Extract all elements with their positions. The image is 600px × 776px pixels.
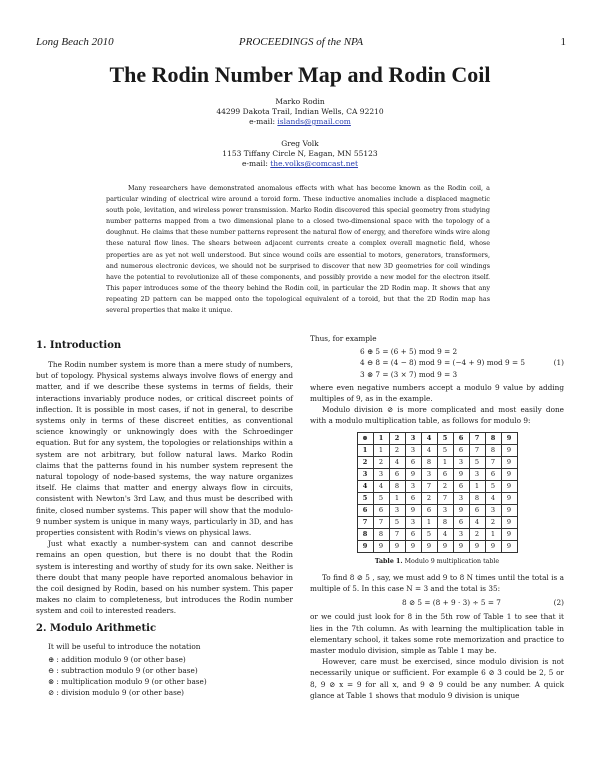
table-cell: 6 — [373, 504, 389, 516]
table-row-header-cell: 6 — [357, 504, 373, 516]
table-cell: 6 — [405, 528, 421, 540]
equation-number: (1) — [553, 358, 564, 368]
table-cell: 6 — [405, 456, 421, 468]
table-cell: 3 — [389, 504, 405, 516]
table-cell: 6 — [421, 504, 437, 516]
table-cell: 9 — [501, 480, 517, 492]
table-header-cell: 9 — [501, 432, 517, 444]
table-corner-cell: ⊗ — [357, 432, 373, 444]
table-cell: 6 — [453, 516, 469, 528]
table-cell: 3 — [405, 516, 421, 528]
table-cell: 9 — [453, 540, 469, 552]
author-address: 44299 Dakota Trail, Indian Wells, CA 92210 — [216, 107, 384, 116]
table-row — [357, 504, 517, 516]
abstract-text: Many researchers have demonstrated anomalous effects with what has become known as the Rodin coil, a particular winding of electrical wire around a toroid form. These inductive anomalies include a displaced magnetic south pole, levitation, and wireless power transmission. Marko Rodin discovered this special geometry from studying number patterns mapped from a two dimensional plane to a closed two-dimensional space with the topology of a doughnut. He claims that these number patterns represent the natural flow of energy, and therefore winds wire along these natural flow lines. The shears between adjacent currents create a complex overall magnetic field, whose properties are as yet not well understood. But since wound coils are essential to motors, generators, transformers, and numerous electronic devices, we should not be surprised to discover that new 3D geometries for coil windings have the potential to revolutionize all of these components, and possibly provide a new model for the electron itself. This paper introduces some of the theory behind the Rodin coil, in particular the 2D Rodin map. It shows that any repeating 2D pattern can be mapped onto the topological equivalent of a toroid, but that the 2D Rodin map has several properties that make it unique. — [106, 184, 490, 315]
author-block-1 — [0, 97, 600, 127]
equation-line: 8 ⊘ 5 = (8 + 9 · 3) ÷ 5 = 7 — [402, 598, 501, 608]
table-cell: 1 — [469, 480, 485, 492]
table-row — [357, 444, 517, 456]
table-cell: 6 — [389, 468, 405, 480]
right-column — [310, 333, 564, 701]
author-email-link[interactable]: islands@gmail.com — [277, 117, 351, 126]
table-row-header-cell: 4 — [357, 480, 373, 492]
author-address: 1153 Tiffany Circle N, Eagan, MN 55123 — [222, 149, 378, 158]
abstract — [106, 183, 490, 316]
table-cell: 4 — [485, 492, 501, 504]
table-cell: 9 — [453, 468, 469, 480]
table-cell: 3 — [485, 504, 501, 516]
table-cell: 1 — [389, 492, 405, 504]
thus-text: Thus, for example — [310, 334, 377, 343]
table-cell: 4 — [389, 456, 405, 468]
table-cell: 2 — [421, 492, 437, 504]
equation-2 — [310, 597, 564, 608]
table-cell: 4 — [469, 516, 485, 528]
table-header-cell: 2 — [389, 432, 405, 444]
notation-list — [36, 654, 293, 699]
table-cell: 5 — [469, 456, 485, 468]
table-header-cell: 8 — [485, 432, 501, 444]
table-cell: 8 — [373, 528, 389, 540]
table-cell: 8 — [389, 480, 405, 492]
modulo-intro: It will be useful to introduce the notation — [48, 641, 201, 651]
intro-paragraph-1: The Rodin number system is more than a mere study of numbers, but of topology. Physical systems always involve flows of energy and matter, and if we describe these systems in terms of fields, their interactions invariably produce nodes, or critical discreet points of inflection. It is possible in most cases, if not in general, to describe systems only in terms of these discreet entities, as conventional science knowingly or unknowingly does with the Schroedinger equation. But for any system, the topologies or relationships within a system are not arbitrary, but follow natural laws. Marko Rodin claims that the patterns found in his number system represent the natural topology of node-based systems, the way nature organizes itself. He claims that matter and energy always flow in circuits, consistent with Newton's 3rd Law, and thus must be described with finite, closed number systems. This paper will show that the modulo-9 number system is unique in many ways, particularly in 3D, and has properties consistent with Rodin's views on physical laws. — [36, 360, 293, 538]
table-cell: 3 — [437, 504, 453, 516]
table-row-header-cell: 2 — [357, 456, 373, 468]
table-caption — [310, 556, 564, 567]
table-cell: 1 — [437, 456, 453, 468]
table-cell: 1 — [421, 516, 437, 528]
table-cell: 9 — [501, 492, 517, 504]
table-cell: 9 — [405, 540, 421, 552]
author-block-2 — [0, 139, 600, 169]
after-equation-text: where even negative numbers accept a modulo 9 value by adding multiples of 9, as in the example. — [310, 382, 564, 404]
header-journal: PROCEEDINGS of the NPA — [238, 36, 364, 48]
table-row — [357, 528, 517, 540]
table-cell: 5 — [421, 528, 437, 540]
table-row-header-cell: 7 — [357, 516, 373, 528]
table-cell: 3 — [421, 468, 437, 480]
table-cell: 9 — [373, 540, 389, 552]
table-header-cell: 1 — [373, 432, 389, 444]
author-email-line — [0, 117, 600, 127]
table-caption-text: Modulo 9 multiplication table — [404, 557, 500, 565]
table-row — [357, 456, 517, 468]
table-cell: 9 — [405, 468, 421, 480]
header-location: Long Beach 2010 — [36, 36, 114, 48]
table-caption-label: Table 1. — [374, 557, 403, 565]
table-row-header-cell: 3 — [357, 468, 373, 480]
paper-title: The Rodin Number Map and Rodin Coil — [109, 62, 491, 87]
equation-block-1 — [310, 346, 564, 380]
table-cell: 4 — [421, 444, 437, 456]
table-cell: 8 — [469, 492, 485, 504]
table-row — [357, 480, 517, 492]
lookup-paragraph: or we could just look for 8 in the 5th row of Table 1 to see that it lies in the 7th column. As with learning the multiplication table in elementary school, it takes some rote memorization and practice to master modulo division, simple as Table 1 may be. — [310, 612, 564, 656]
table-cell: 2 — [389, 444, 405, 456]
notation-item: ⊕ : addition modulo 9 (or other base) — [48, 654, 186, 664]
section-heading-modulo: 2. Modulo Arithmetic — [36, 622, 157, 634]
table-cell: 6 — [485, 468, 501, 480]
table-cell: 3 — [405, 480, 421, 492]
table-cell: 9 — [405, 504, 421, 516]
table-cell: 4 — [437, 528, 453, 540]
left-column — [36, 339, 293, 699]
table-cell: 6 — [453, 480, 469, 492]
table-cell: 9 — [501, 468, 517, 480]
table-cell: 8 — [421, 456, 437, 468]
however-paragraph: However, care must be exercised, since modulo division is not necessarily unique or sufficient. For example 6 ⊘ 3 could be 2, 5 or 8, 9 ⊘ x = 9 for all x, and 9 ⊘ 9 could be any number. A quick glance at Table 1 shows that modulo 9 division is unique — [310, 657, 564, 700]
table-row — [357, 492, 517, 504]
table-cell: 2 — [437, 480, 453, 492]
running-header — [36, 36, 566, 50]
table-cell: 5 — [437, 444, 453, 456]
table-cell: 8 — [485, 444, 501, 456]
section-heading-introduction: 1. Introduction — [36, 340, 122, 351]
table-cell: 7 — [373, 516, 389, 528]
table-cell: 9 — [501, 456, 517, 468]
table-cell: 5 — [485, 480, 501, 492]
table-cell: 8 — [437, 516, 453, 528]
table-row-header-cell: 5 — [357, 492, 373, 504]
table-cell: 9 — [485, 540, 501, 552]
table-cell: 6 — [405, 492, 421, 504]
table-cell: 3 — [373, 468, 389, 480]
table-row-header-cell: 1 — [357, 444, 373, 456]
find-paragraph: To find 8 ⊘ 5 , say, we must add 9 to 8 N times until the total is a multiple of 5. In this case N = 3 and the total is 35: — [310, 572, 564, 594]
table-header-cell: 4 — [421, 432, 437, 444]
table-cell: 2 — [469, 528, 485, 540]
table-cell: 3 — [453, 492, 469, 504]
table-cell: 3 — [453, 456, 469, 468]
table-header-cell: 6 — [453, 432, 469, 444]
table-cell: 6 — [453, 444, 469, 456]
page-number: 1 — [560, 36, 566, 48]
equation-line: 3 ⊗ 7 = (3 × 7) mod 9 = 3 — [360, 369, 458, 379]
table-row-header-cell: 9 — [357, 540, 373, 552]
modulo-9-multiplication-table — [357, 432, 518, 553]
table-header-row — [357, 432, 517, 444]
table-cell: 9 — [501, 444, 517, 456]
table-cell: 7 — [485, 456, 501, 468]
table-cell: 9 — [389, 540, 405, 552]
table-cell: 7 — [389, 528, 405, 540]
email-label: e-mail: — [241, 159, 268, 168]
author-name: Marko Rodin — [275, 97, 325, 106]
table-row — [357, 540, 517, 552]
table-cell: 2 — [373, 456, 389, 468]
table-cell: 9 — [469, 540, 485, 552]
email-label: e-mail: — [249, 117, 275, 126]
table-cell: 9 — [501, 540, 517, 552]
table-cell: 3 — [453, 528, 469, 540]
table-cell: 7 — [437, 492, 453, 504]
table-cell: 5 — [389, 516, 405, 528]
author-name: Greg Volk — [281, 139, 319, 148]
table-cell: 9 — [453, 504, 469, 516]
notation-item: ⊘ : division modulo 9 (or other base) — [48, 688, 184, 698]
intro-paragraph-2: Just what exactly a number-system can and cannot describe remains an open question, but there is no doubt that the Rodin system is interesting and worthy of study for its own sake. Neither is there doubt that many people have reported anomalous behavior in the coil designed by Rodin, based on his number system. This paper makes no claim to completeness, but introduces the Rodin number system and coil to interested readers. — [36, 539, 293, 616]
table-cell: 4 — [373, 480, 389, 492]
table-cell: 3 — [469, 468, 485, 480]
table-cell: 9 — [501, 504, 517, 516]
author-email-line — [0, 159, 600, 169]
table-row — [357, 468, 517, 480]
table-cell: 9 — [501, 528, 517, 540]
table-cell: 1 — [373, 444, 389, 456]
table-cell: 2 — [485, 516, 501, 528]
table-header-cell: 5 — [437, 432, 453, 444]
table-header-cell: 7 — [469, 432, 485, 444]
equation-line: 4 ⊖ 8 = (4 − 8) mod 9 = (−4 + 9) mod 9 = 5 — [360, 358, 526, 368]
table-cell: 7 — [421, 480, 437, 492]
division-paragraph: Modulo division ⊘ is more complicated and most easily done with a modulo multiplication table, as follows for modulo 9: — [310, 405, 564, 426]
table-cell: 5 — [373, 492, 389, 504]
table-cell: 7 — [469, 444, 485, 456]
table-cell: 1 — [485, 528, 501, 540]
table-body — [357, 444, 517, 552]
table-cell: 3 — [405, 444, 421, 456]
table-cell: 9 — [421, 540, 437, 552]
author-email-link[interactable]: the.volks@comcast.net — [270, 159, 359, 168]
table-cell: 6 — [437, 468, 453, 480]
notation-item: ⊖ : subtraction modulo 9 (or other base) — [48, 666, 198, 676]
table-header-cell: 3 — [405, 432, 421, 444]
table-row — [357, 516, 517, 528]
table-cell: 6 — [469, 504, 485, 516]
equation-line: 6 ⊕ 5 = (6 + 5) mod 9 = 2 — [360, 347, 458, 357]
equation-number: (2) — [553, 598, 564, 608]
table-row-header-cell: 8 — [357, 528, 373, 540]
table-cell: 9 — [437, 540, 453, 552]
notation-item: ⊗ : multiplication modulo 9 (or other base) — [48, 677, 207, 687]
table-cell: 9 — [501, 516, 517, 528]
